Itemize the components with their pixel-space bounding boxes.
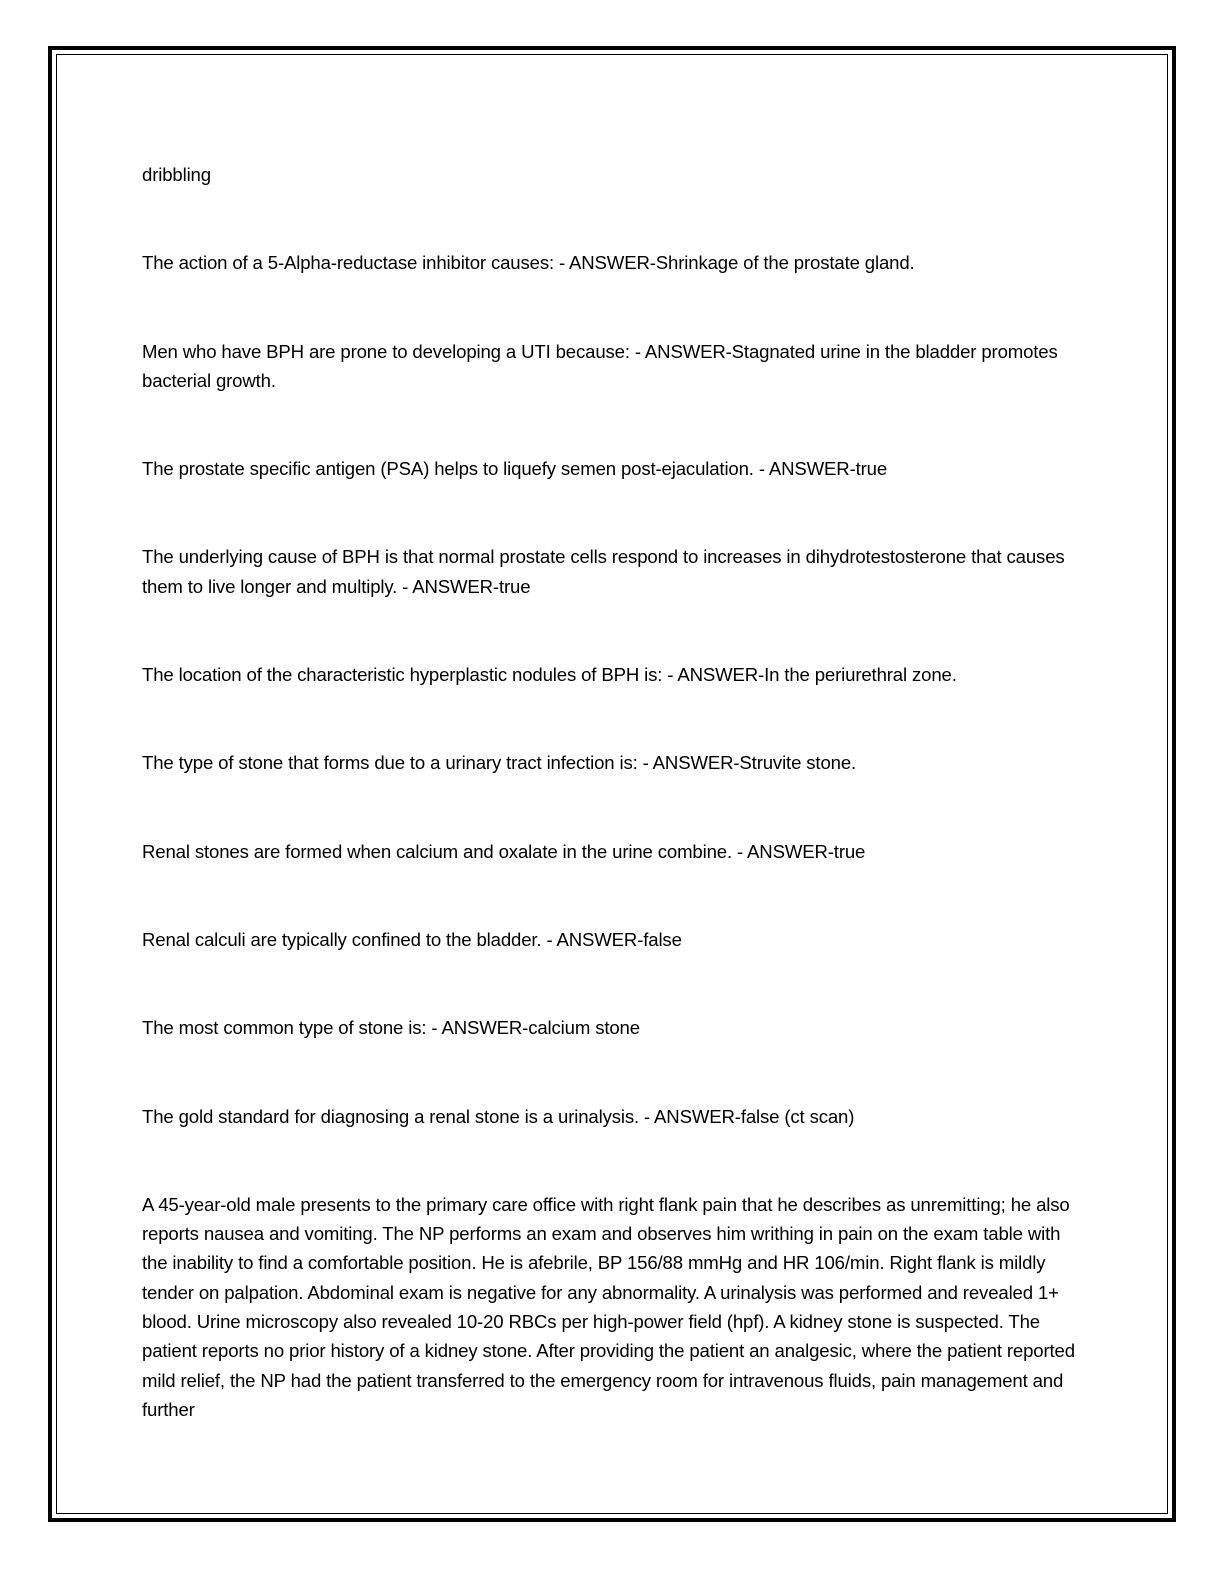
qa-item: Renal calculi are typically confined to the bladder. - ANSWER-false [142, 928, 682, 950]
qa-item: The underlying cause of BPH is that normal prostate cells respond to increases in dihydrotestosterone that causes them to live longer and multiply. - ANSWER-true [142, 546, 1065, 597]
spacer [142, 189, 1082, 248]
spacer [142, 866, 1082, 925]
qa-item: The prostate specific antigen (PSA) helps to liquefy semen post-ejaculation. - ANSWER-true [142, 458, 888, 480]
qa-item: The most common type of stone is: - ANSWER-calcium stone [142, 1017, 640, 1039]
spacer [142, 778, 1082, 837]
spacer [142, 1043, 1082, 1102]
qa-item: The action of a 5-Alpha-reductase inhibitor causes: - ANSWER-Shrinkage of the prostate gland. [142, 252, 915, 274]
spacer [142, 395, 1082, 454]
spacer [142, 601, 1082, 660]
qa-item: The location of the characteristic hyperplastic nodules of BPH is: - ANSWER-In the periurethral zone. [142, 664, 957, 686]
spacer [142, 954, 1082, 1013]
qa-item: Renal stones are formed when calcium and oxalate in the urine combine. - ANSWER-true [142, 840, 866, 862]
document-body [142, 160, 1082, 1424]
spacer [142, 1131, 1082, 1190]
spacer [142, 483, 1082, 542]
spacer [142, 278, 1082, 337]
spacer [142, 689, 1082, 748]
qa-item: The gold standard for diagnosing a renal stone is a urinalysis. - ANSWER-false (ct scan) [142, 1105, 855, 1127]
qa-item: The type of stone that forms due to a urinary tract infection is: - ANSWER-Struvite stone. [142, 752, 857, 774]
paragraph-continuation: dribbling [142, 164, 211, 185]
case-scenario: A 45-year-old male presents to the primary care office with right flank pain that he describes as unremitting; he also reports nausea and vomiting. The NP performs an exam and observes him writhing in pain on the exam table with the inability to find a comfortable position. He is afebrile, BP 156/88 mmHg and HR 106/min. Right flank is mildly tender on palpation. Abdominal exam is negative for any abnormality. A urinalysis was performed and revealed 1+ blood. Urine microscopy also revealed 10-20 RBCs per high-power field (hpf). A kidney stone is suspected. The patient reports no prior history of a kidney stone. After providing the patient an analgesic, where the patient reported mild relief, the NP had the patient transferred to the emergency room for intravenous fluids, pain management and further [142, 1193, 1075, 1420]
qa-item: Men who have BPH are prone to developing a UTI because: - ANSWER-Stagnated urine in the bladder promotes bacterial growth. [142, 340, 1058, 391]
